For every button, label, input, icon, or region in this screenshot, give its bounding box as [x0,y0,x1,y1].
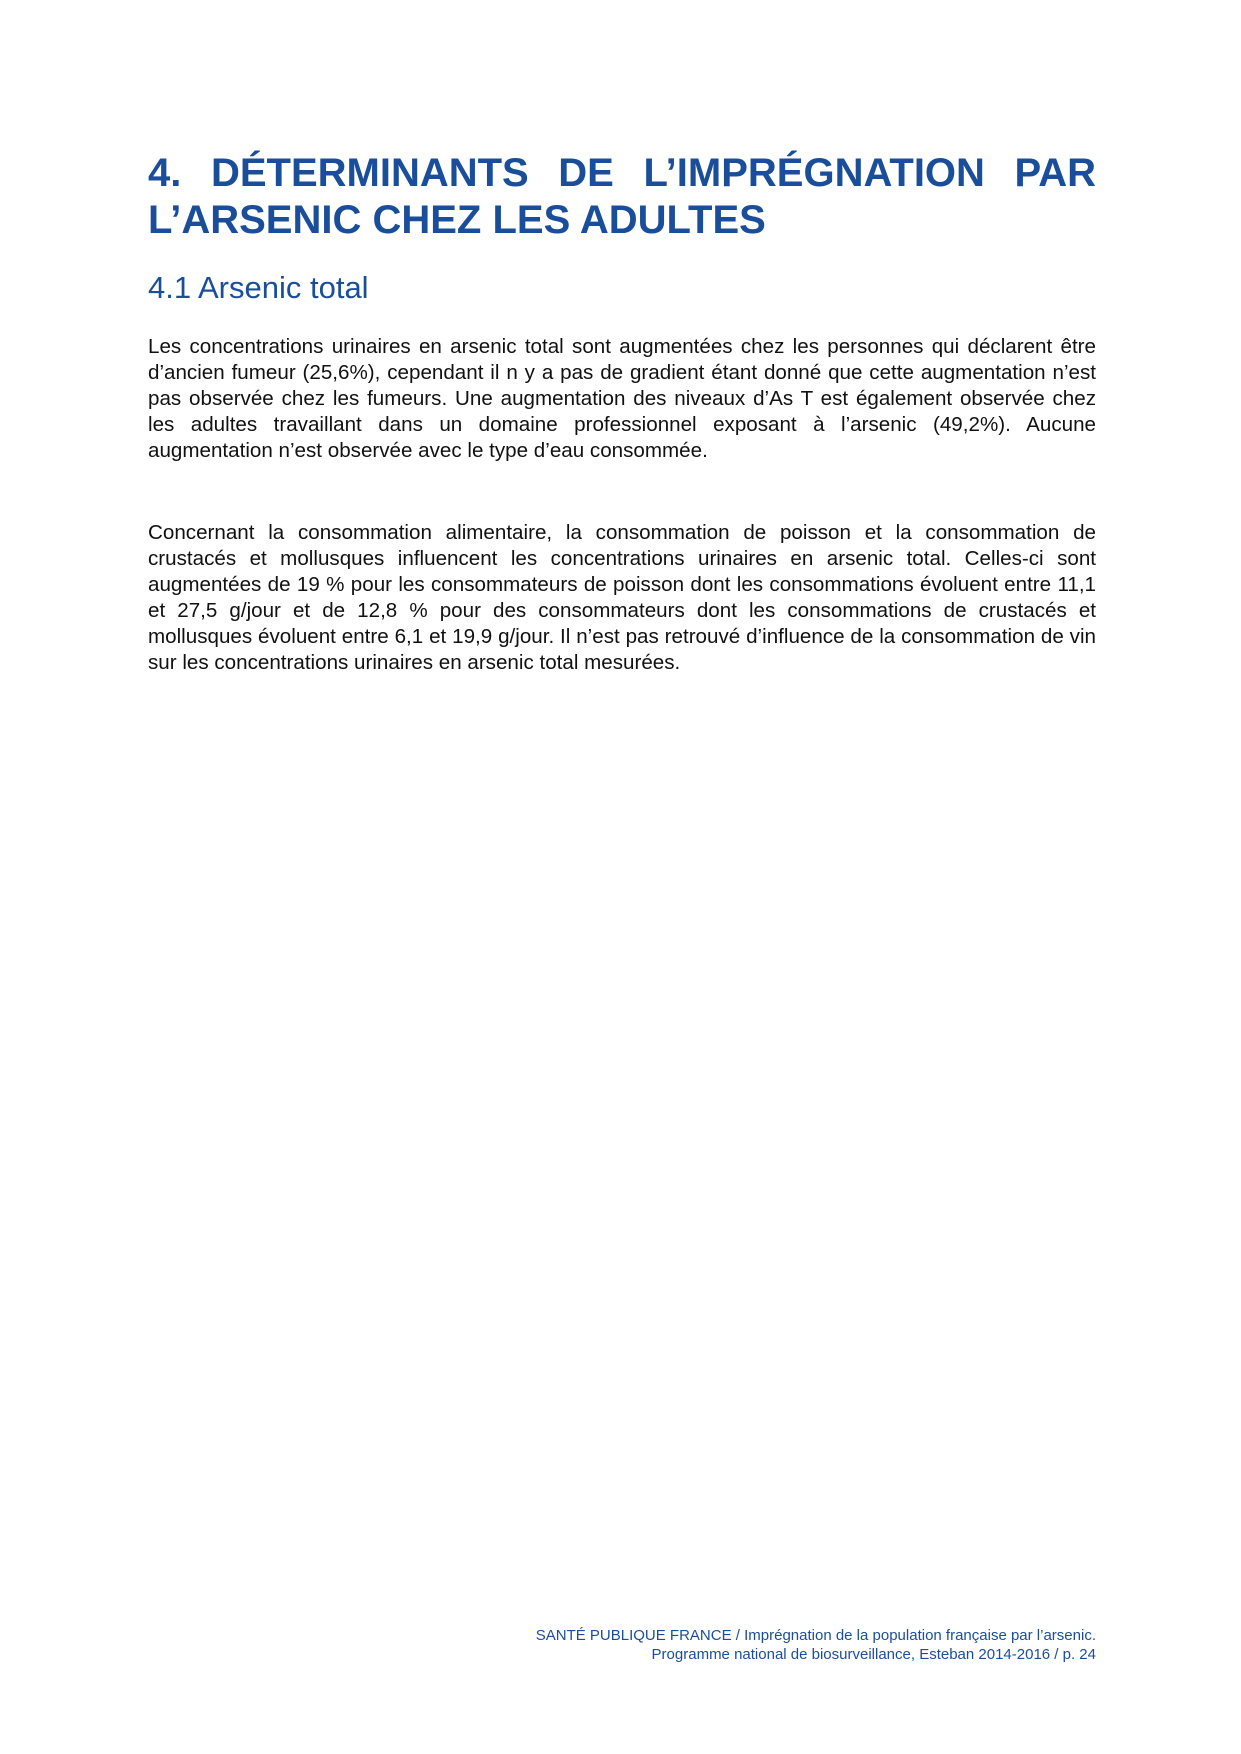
body-paragraph-1: Les concentrations urinaires en arsenic total sont augmentées chez les personnes qui déclarent être d’ancien fumeur (25,6%), cependant il n y a pas de gradient étant donné que cette augmentation n’est pas observée chez les fumeurs. Une augmentation des niveaux d’As T est également observée chez les adultes travaillant dans un domaine professionnel exposant à l’arsenic (49,2%). Aucune augmentation n’est observée avec le type d’eau consommée. [148,335,1096,462]
footer-line-publisher: SANTÉ PUBLIQUE FRANCE / Imprégnation de la population française par l’arsenic. [535,1627,1096,1644]
footer-line-program: Programme national de biosurveillance, Esteban 2014-2016 / p. 24 [651,1646,1096,1663]
chapter-title: 4. DÉTERMINANTS DE L’IMPRÉGNATION PAR L’ARSENIC CHEZ LES ADULTES [148,151,1096,242]
page-footer [536,1626,1096,1664]
body-paragraph-2: Concernant la consommation alimentaire, la consommation de poisson et la consommation de crustacés et mollusques influencent les concentrations urinaires en arsenic total. Celles-ci sont augmentées de 19 % pour les consommateurs de poisson dont les consommations évoluent entre 11,1 et 27,5 g/jour et de 12,8 % pour des consommateurs dont les consommations de crustacés et mollusques évoluent entre 6,1 et 19,9 g/jour. Il n’est pas retrouvé d’influence de la consommation de vin sur les concentrations urinaires en arsenic total mesurées. [148,521,1096,674]
section-title: 4.1 Arsenic total [148,270,369,305]
